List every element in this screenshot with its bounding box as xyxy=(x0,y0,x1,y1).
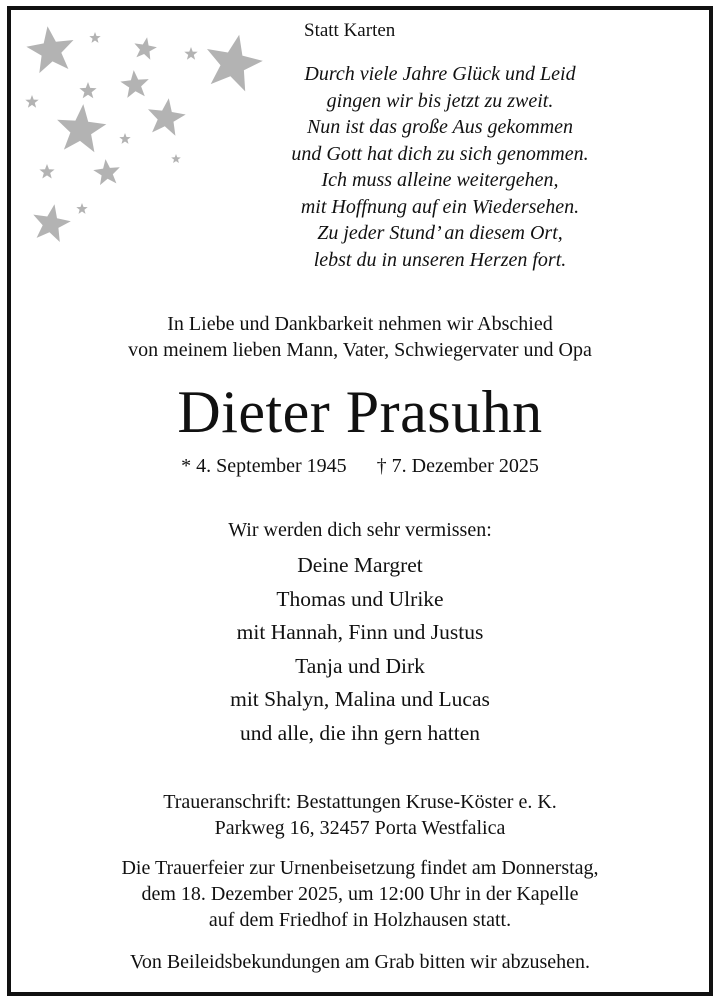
address-line: Parkweg 16, 32457 Porta Westfalica xyxy=(214,817,506,839)
poem-line: Zu jeder Stund’ an diesem Ort, xyxy=(317,222,563,244)
family-line: Tanja und Dirk xyxy=(295,653,425,678)
family-line: und alle, die ihn gern hatten xyxy=(239,720,480,745)
poem-line: gingen wir bis jetzt zu zweit. xyxy=(326,89,554,112)
star-icon xyxy=(33,204,71,242)
intro-line: In Liebe und Dankbarkeit nehmen wir Abschied xyxy=(167,313,553,335)
family-line: Thomas und Ulrike xyxy=(276,586,444,611)
family-line: mit Shalyn, Malina und Lucas xyxy=(230,687,490,711)
poem-line: Durch viele Jahre Glück und Leid xyxy=(304,63,576,85)
star-icon xyxy=(79,82,96,98)
star-icon xyxy=(119,133,130,144)
star-icon xyxy=(39,164,54,179)
star-icon xyxy=(184,47,197,60)
address-line: Traueranschrift: Bestattungen Kruse-Köster e. K. xyxy=(163,791,557,813)
ceremony-info xyxy=(10,855,710,933)
family-list xyxy=(10,549,710,750)
star-icon xyxy=(26,26,73,73)
notice-heading: Statt Karten xyxy=(304,20,396,41)
poem xyxy=(238,61,642,273)
death-date: † 7. Dezember 2025 xyxy=(376,455,539,477)
star-icon xyxy=(148,98,186,136)
star-icon xyxy=(89,32,100,43)
stars-decoration xyxy=(20,20,270,260)
ceremony-line: auf dem Friedhof in Holzhausen statt. xyxy=(208,909,512,931)
poem-line: Nun ist das große Aus gekommen xyxy=(306,116,574,138)
star-icon xyxy=(57,104,106,152)
star-icon xyxy=(171,154,181,163)
star-icon xyxy=(120,70,148,98)
life-dates xyxy=(10,453,710,479)
intro-text xyxy=(10,311,710,363)
star-icon xyxy=(93,159,120,185)
birth-date: * 4. September 1945 xyxy=(181,455,347,477)
ceremony-line: dem 18. Dezember 2025, um 12:00 Uhr in der Kapelle xyxy=(141,883,579,905)
star-icon xyxy=(134,37,157,60)
deceased-name: Dieter Prasuhn xyxy=(177,379,543,445)
family-line: Deine Margret xyxy=(297,553,423,577)
closing-note: Von Beileidsbekundungen am Grab bitten wir abzusehen. xyxy=(129,951,591,973)
poem-line: Ich muss alleine weitergehen, xyxy=(321,169,559,191)
mourning-address xyxy=(10,789,710,841)
poem-line: und Gott hat dich zu sich genommen. xyxy=(291,142,589,165)
star-icon xyxy=(25,95,38,108)
poem-line: lebst du in unseren Herzen fort. xyxy=(313,248,567,271)
poem-line: mit Hoffnung auf ein Wiedersehen. xyxy=(300,195,580,218)
intro-line: von meinem lieben Mann, Vater, Schwiegervater und Opa xyxy=(128,339,592,361)
ceremony-line: Die Trauerfeier zur Urnenbeisetzung findet am Donnerstag, xyxy=(121,857,599,879)
family-line: mit Hannah, Finn und Justus xyxy=(236,620,484,644)
miss-line: Wir werden dich sehr vermissen: xyxy=(228,519,492,541)
star-icon xyxy=(76,203,87,214)
